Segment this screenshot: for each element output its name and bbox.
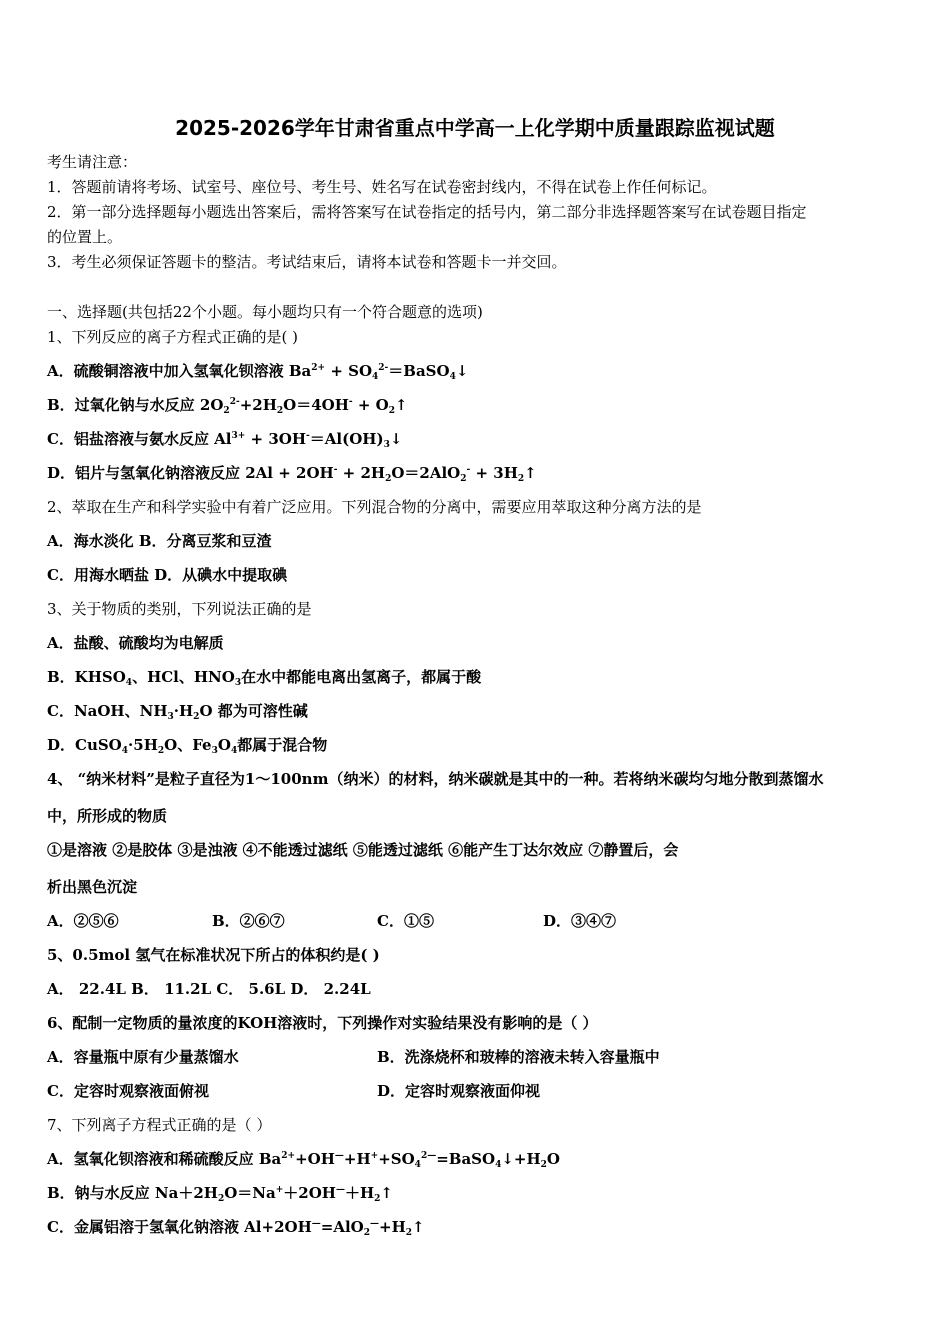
option-c: C．①⑤ [377,912,434,930]
question-stem: 2、萃取在生产和科学实验中有着广泛应用。下列混合物的分离中，需要应用萃取这种分离方法的是 [47,498,702,516]
notice-item: 2．第一部分选择题每小题选出答案后，需将答案写在试卷指定的括号内，第二部分非选择题答案写在试卷题目指定 [47,203,807,221]
option-d: D．③④⑦ [543,912,617,930]
question-stem: 1、下列反应的离子方程式正确的是( ) [47,328,299,346]
notice-item: 的位置上。 [47,228,123,246]
notice-heading: 考生请注意： [47,153,138,171]
statement-list: ①是溶液 ②是胶体 ③是浊液 ④不能透过滤纸 ⑤能透过滤纸 ⑥能产生丁达尔效应 ⑦静置后，会 [47,841,679,859]
question-stem: 7、下列离子方程式正确的是（ ） [47,1116,272,1134]
options-cd: C．用海水晒盐 D．从碘水中提取碘 [47,566,288,584]
question-stem-cont: 中，所形成的物质 [47,807,168,825]
notice-item: 1．答题前请将考场、试室号、座位号、考生号、姓名写在试卷密封线内，不得在试卷上作任何标记。 [47,178,717,196]
question-stem: 4、 “纳米材料”是粒子直径为1～100nm（纳米）的材料，纳米碳就是其中的一种。若将纳米碳均匀地分散到蒸馏水 [47,770,824,788]
option-c: C．铝盐溶液与氨水反应 $Al^{3+}$ + $3OH^-=Al(OH)_3↓$ [47,430,403,450]
option-a: A．②⑤⑥ [47,912,119,930]
option-c: C．金属铝溶于氢氧化钠溶液 $Al+2OH^—=AlO_2^—+H_2↑$ [47,1218,425,1238]
option-a: A．盐酸、硫酸均为电解质 [47,634,224,652]
option-c: C．NaOH、$NH_3\cdot H_2O$ 都为可溶性碱 [47,702,308,722]
question-stem: 5、0.5mol 氢气在标准状况下所占的体积约是( ) [47,946,380,964]
option-d: D．铝片与氢氧化钠溶液反应 $2Al + 2OH^- + 2H_2O=2AlO_2^-$ + $3H_2↑$ [47,464,537,484]
options-ab: A．海水淡化 B．分离豆浆和豆渣 [47,532,272,550]
option-c: C．定容时观察液面俯视 [47,1082,209,1100]
option-b: B．②⑥⑦ [212,912,285,930]
option-a: A．硫酸铜溶液中加入氢氧化钡溶液 $Ba^{2+}$ + $SO_4^{2-}=BaSO_4↓$ [47,362,469,382]
option-b: B．洗涤烧杯和玻棒的溶液未转入容量瓶中 [377,1048,660,1066]
option-d: D．定容时观察液面仰视 [377,1082,541,1100]
section-heading: 一、选择题(共包括22个小题。每小题均只有一个符合题意的选项) [47,303,483,321]
option-d: D．$CuSO_4\cdot 5H_2O$、$Fe_3O_4$都属于混合物 [47,736,328,756]
question-stem: 3、关于物质的类别，下列说法正确的是 [47,600,312,618]
notice-item: 3．考生必须保证答题卡的整洁。考试结束后，请将本试卷和答题卡一并交回。 [47,253,567,271]
option-a: A．氢氧化钡溶液和稀硫酸反应 $Ba^{2+}+OH^—+H^++SO_4^{2—}=BaSO_4↓+H_2O$ [47,1150,560,1170]
statement-list-cont: 析出黑色沉淀 [47,878,138,896]
option-b: B．钠与水反应 $Na+2H_2O=Na^++2OH^—+H_2↑$ [47,1184,393,1204]
option-b: B．$KHSO_4$、HCl、$HNO_3$在水中都能电离出氢离子，都属于酸 [47,668,482,688]
page-title: 2025-2026学年甘肃省重点中学高一上化学期中质量跟踪监视试题 [175,116,775,140]
option-a: A．容量瓶中原有少量蒸馏水 [47,1048,239,1066]
question-stem: 6、配制一定物质的量浓度的KOH溶液时，下列操作对实验结果没有影响的是（ ） [47,1014,598,1032]
options-row: A． 22.4L B． 11.2L C． 5.6L D． 2.24L [47,980,371,998]
option-b: B．过氧化钠与水反应 $2O_2^{2-}+2H_2O=4OH^-$ + $O_2↑$ [47,396,408,416]
